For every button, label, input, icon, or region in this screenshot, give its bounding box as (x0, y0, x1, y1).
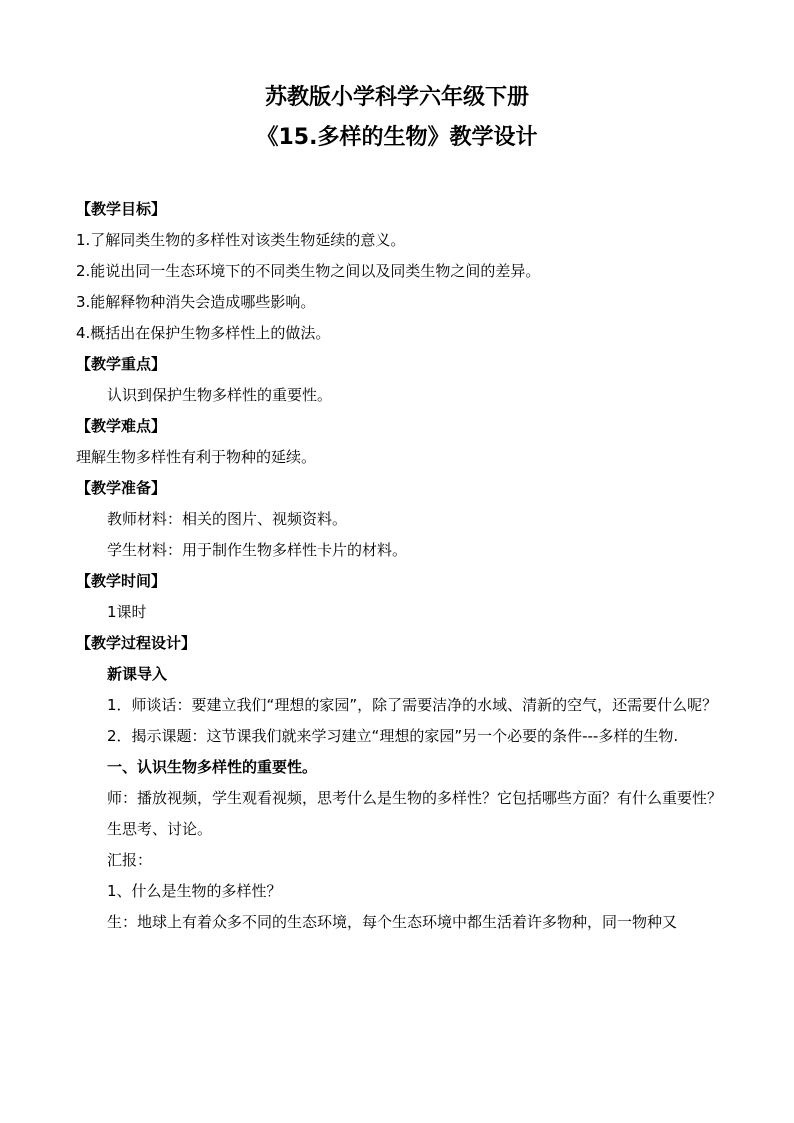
section-1-title: 一、认识生物多样性的重要性。 (107, 758, 318, 776)
student-materials: 学生材料：用于制作生物多样性卡片的材料。 (107, 541, 408, 559)
student-think-text: 生思考、讨论。 (107, 820, 213, 838)
teacher-materials: 教师材料：相关的图片、视频资料。 (107, 510, 348, 528)
objective-item-1: 1.了解同类生物的多样性对该类生物延续的意义。 (76, 231, 406, 249)
duration-heading: 【教学时间】 (76, 572, 167, 590)
intro-paragraph-2: 2．揭示课题：这节课我们就来学习建立“理想的家园”另一个必要的条件---多样的生物. (107, 727, 679, 745)
difficulties-text: 理解生物多样性有利于物种的延续。 (76, 448, 317, 466)
intro-title: 新课导入 (107, 665, 168, 683)
intro-paragraph-1: 1．师谈话：要建立我们“理想的家园”，除了需要洁净的水域、清新的空气，还需要什么呢？ (107, 696, 718, 714)
answer-1: 生：地球上有着众多不同的生态环境，每个生态环境中都生活着许多物种，同一物种又 (107, 913, 678, 931)
report-label: 汇报： (107, 851, 153, 869)
objectives-heading: 【教学目标】 (76, 200, 167, 218)
objective-item-4: 4.概括出在保护生物多样性上的做法。 (76, 324, 331, 342)
document-body (76, 194, 722, 938)
process-heading: 【教学过程设计】 (76, 634, 197, 652)
objective-item-2: 2.能说出同一生态环境下的不同类生物之间以及同类生物之间的差异。 (76, 262, 541, 280)
duration-text: 1课时 (107, 603, 147, 621)
document-title: 苏教版小学科学六年级下册 (264, 85, 529, 110)
preparation-heading: 【教学准备】 (76, 479, 167, 497)
key-points-heading: 【教学重点】 (76, 355, 167, 373)
teacher-activity-paragraph: 师：播放视频，学生观看视频，思考什么是生物的多样性？它包括哪些方面？有什么重要性？ (107, 789, 723, 807)
difficulties-heading: 【教学难点】 (76, 417, 167, 435)
question-1: 1、什么是生物的多样性？ (107, 882, 282, 900)
key-points-text: 认识到保护生物多样性的重要性。 (107, 386, 333, 404)
objective-item-3: 3.能解释物种消失会造成哪些影响。 (76, 293, 316, 311)
document-subtitle: 《15.多样的生物》教学设计 (256, 125, 538, 150)
